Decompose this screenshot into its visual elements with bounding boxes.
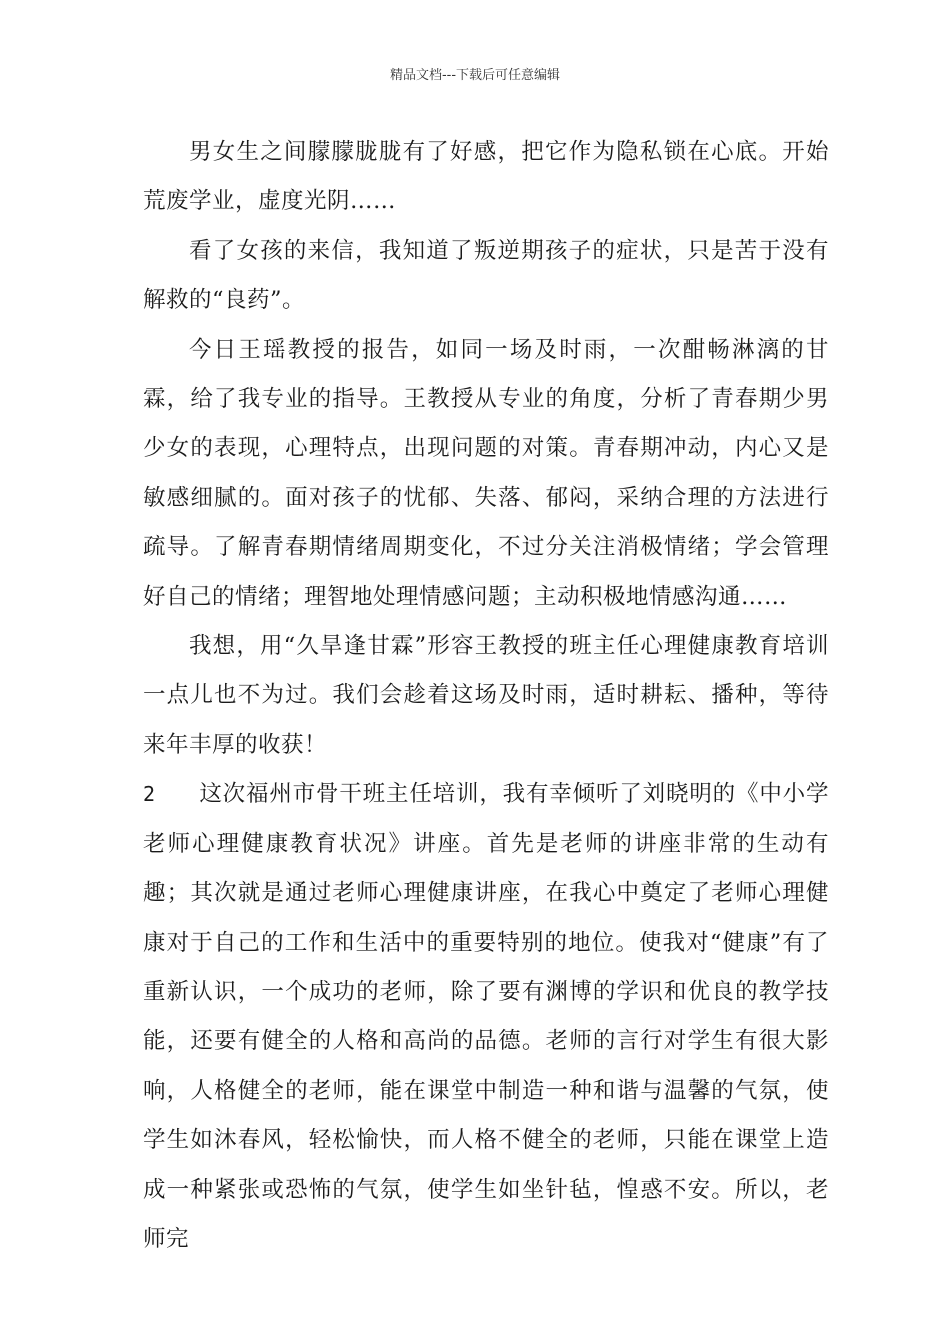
paragraph-2: 看了女孩的来信，我知道了叛逆期孩子的症状，只是苦于没有解救的“良药”。	[143, 237, 829, 314]
paragraph-3: 今日王瑶教授的报告，如同一场及时雨，一次酣畅淋漓的甘霖，给了我专业的指导。王教授从专业的角度，分析了青春期少男少女的表现，心理特点，出现问题的对策。青春期冲动，内心又是敏感细腻的。面对孩子的忧郁、失落、郁闷，采纳合理的方法进行疏导。了解青春期情绪周期变化，不过分关注消极情绪；学会管理好自己的情绪；理智地处理情感问题；主动积极地情感沟通……	[143, 336, 829, 610]
document-body	[143, 128, 829, 1264]
section-2-text: 这次福州市骨干班主任培训，我有幸倾听了刘晓明的《中小学老师心理健康教育状况》讲座。首先是老师的讲座非常的生动有趣；其次就是通过老师心理健康讲座，在我心中奠定了老师心理健康对于自己的工作和生活中的重要特别的地位。使我对“健康”有了重新认识，一个成功的老师，除了要有渊博的学识和优良的教学技能，还要有健全的人格和高尚的品德。老师的言行对学生有很大影响，人格健全的老师，能在课堂中制造一种和谐与温馨的气氛，使学生如沐春风，轻松愉快，而人格不健全的老师，只能在课堂上造成一种紧张或恐怖的气氛，使学生如坐针毡，惶惑不安。所以，老师完	[143, 781, 829, 1252]
section-2-paragraph	[143, 770, 829, 1264]
page-header: 精品文档---下载后可任意编辑	[389, 68, 561, 83]
section-number: 2	[143, 782, 156, 807]
paragraph-4: 我想，用“久旱逢甘霖”形容王教授的班主任心理健康教育培训一点儿也不为过。我们会趁着这场及时雨，适时耕耘、播种，等待来年丰厚的收获！	[143, 633, 829, 758]
paragraph-1: 男女生之间朦朦胧胧有了好感，把它作为隐私锁在心底。开始荒废学业，虚度光阴……	[143, 139, 829, 215]
